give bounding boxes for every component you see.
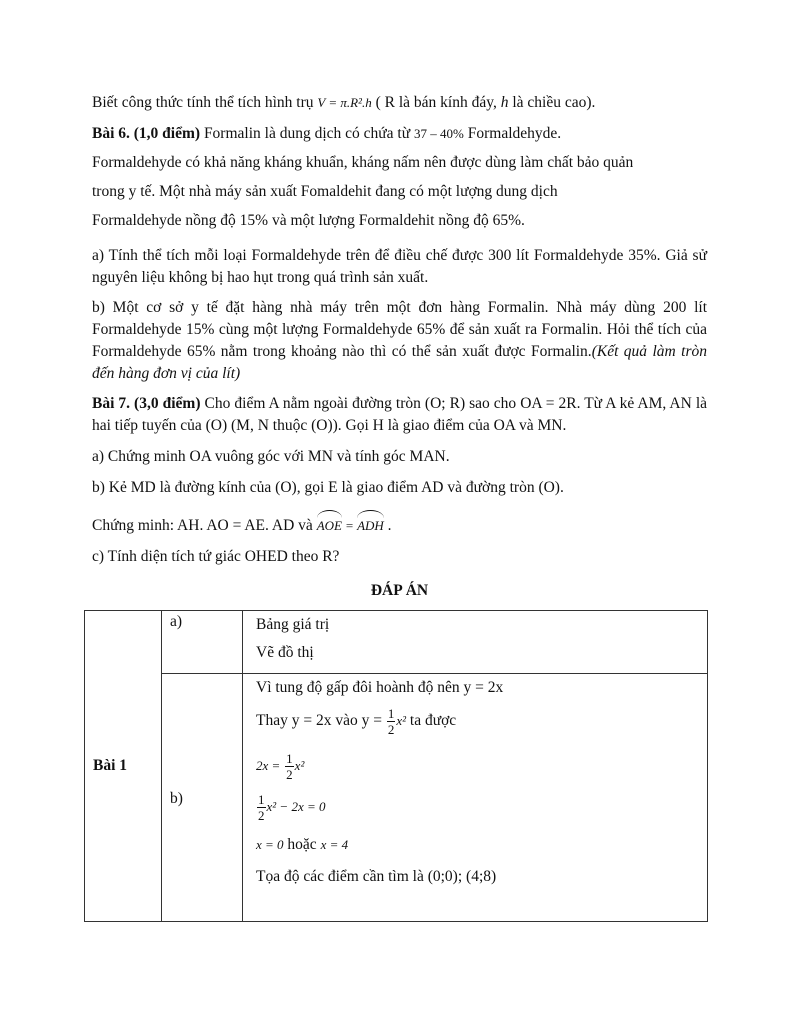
intro-line [92,88,707,117]
eq2-text: x² − 2x = 0 [266,799,326,815]
bai6-line2: Formaldehyde có khả năng kháng khuẩn, kháng nấm nên được dùng làm chất bảo quản [92,154,634,171]
eq3-right: x = 4 [320,837,349,852]
fraction-den: 2 [286,767,293,782]
answer-table [84,610,708,922]
intro-h: h [500,94,509,111]
bai6-line3: trong y tế. Một nhà máy sản xuất Fomaldehit đang có một lượng dung dịch [92,183,558,200]
angle-eq: = [345,518,354,533]
angle-adh: ADH [357,511,384,537]
intro-text-3: là chiều cao). [512,94,596,111]
angle-dot: . [387,517,392,534]
fraction-den: 2 [258,808,265,823]
bai6-title: Bài 6. (1,0 điểm) [92,125,201,142]
fraction-den: 2 [387,722,395,737]
eq2 [256,792,707,823]
bai7-b: b) Kẻ MD là đường kính của (O), gọi E là giao điểm AD và đường tròn (O). [92,479,564,496]
bai7-title: Bài 7. (3,0 điểm) [92,395,201,412]
eq3 [256,833,707,857]
bai6-a: a) Tính thể tích mỗi loại Formaldehyde trên để điều chế được 300 lít Formaldehyde 35%. Giả sử nguyên liệu không bị hao hụt trong quá trình sản xuất. [92,247,707,286]
eq1 [256,751,707,782]
table-row [85,674,708,922]
bai7-c: c) Tính diện tích tứ giác OHED theo R? [92,548,340,565]
bai6-b [92,297,707,385]
angle-aoe: AOE [317,511,342,537]
bai6-line4: Formaldehyde nồng độ 15% và một lượng Formaldehit nồng độ 65%. [92,212,525,229]
fraction-num: 1 [258,792,265,807]
b-line2-end: ta được [409,712,457,730]
part-b-label: b) [162,674,243,922]
bai7-prove-text: Chứng minh: AH. AO = AE. AD và [92,517,313,534]
document-page [92,88,707,602]
bai7-intro [92,393,707,437]
fraction [257,792,266,823]
part-a-label: a) [162,611,243,674]
bai6-line1 [92,119,707,148]
b-line1: Vì tung độ gấp đôi hoành độ nên y = 2x [256,679,504,696]
bai6-b-text: b) Một cơ sở y tế đặt hàng nhà máy trên một đơn hàng Formalin. Nhà máy dùng 200 lít Formaldehyde 15% cùng một lượng Formaldehyde 65% để sản xuất ra Formalin. Hỏi thể tích của Formaldehyde 65% nằm trong khoảng nào thì có thể sản xuất được Formalin. [92,299,707,360]
intro-text: Biết công thức tính thể tích hình trụ [92,94,314,111]
part-a-line: Vẽ đồ thị [256,644,314,661]
eq3-or: hoặc [287,836,317,853]
fraction [285,751,294,782]
fraction [387,706,396,737]
part-a-content [243,611,708,674]
bai6-text: Formalin là dung dịch có chứa từ [203,125,411,142]
eq1-left: 2x = [256,758,281,774]
b-last: Tọa độ các điểm cần tìm là (0;0); (4;8) [256,868,497,885]
fraction-num: 1 [286,751,293,766]
b-line2-text: Thay y = 2x vào y = [256,712,382,730]
part-a-line: Bảng giá trị [256,616,330,633]
eq1-right: x² [294,758,305,774]
cylinder-formula: V = π.R².h [317,95,372,110]
intro-text-2: ( R là bán kính đáy, [375,94,497,111]
bai6-range: 37 – 40% [414,126,464,141]
bai6-b-note: (Kết quả làm tròn đến hàng đơn vị của lít) [92,343,707,382]
eq3-left: x = 0 [256,837,284,852]
part-b-content [243,674,708,922]
fraction-num: 1 [387,706,395,721]
bai7-prove [92,511,707,537]
answer-title: ĐÁP ÁN [370,582,429,599]
row-label: Bài 1 [85,611,162,922]
bai6-text-b: Formaldehyde. [467,125,562,142]
table-row [85,611,708,674]
bai7-text: Cho điểm A nằm ngoài đường tròn (O; R) sao cho OA = 2R. Từ A kẻ AM, AN là hai tiếp tuyến của (O) (M, N thuộc (O)). Gọi H là giao điểm của OA và MN. [92,395,708,434]
b-line2 [256,706,707,737]
b-line2-x2: x² [396,713,407,729]
bai7-a: a) Chứng minh OA vuông góc với MN và tính góc MAN. [92,448,450,465]
